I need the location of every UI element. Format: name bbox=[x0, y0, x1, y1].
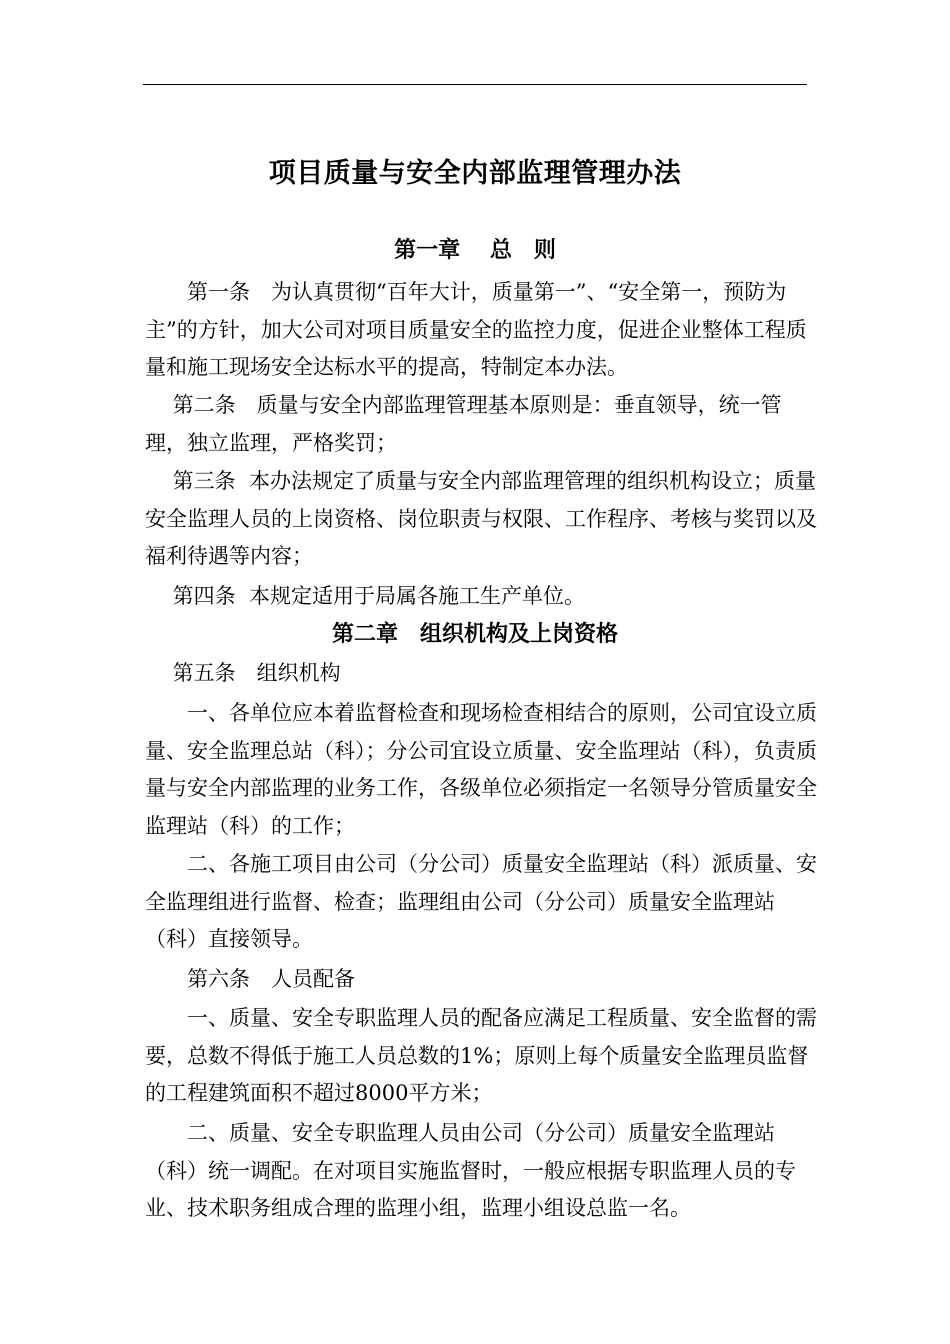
header-rule bbox=[143, 84, 807, 85]
article-5-item-1: 一、各单位应本着监督检查和现场检查相结合的原则，公司宜设立质量、安全监理总站（科）；分公司宜设立质量、安全监理站（科），负责质量与安全内部监理的业务工作，各级单位必须指定一名领导分管质量安全监理站（科）的工作； bbox=[145, 701, 817, 838]
article-3: 第三条 本办法规定了质量与安全内部监理管理的组织机构设立；质量安全监理人员的上岗资格、岗位职责与权限、工作程序、考核与奖罚以及福利待遇等内容； bbox=[145, 469, 817, 568]
article-1: 第一条 为认真贯彻“百年大计，质量第一”、“安全第一，预防为主”的方针，加大公司对项目质量安全的监控力度，促进企业整体工程质量和施工现场安全达标水平的提高，特制定本办法。 bbox=[145, 280, 807, 379]
article-6-item-2: 二、质量、安全专职监理人员由公司（分公司）质量安全监理站（科）统一调配。在对项目实施监督时，一般应根据专职监理人员的专业、技术职务组成合理的监理小组，监理小组设总监一名。 bbox=[145, 1121, 796, 1220]
article-6-item-1: 一、质量、安全专职监理人员的配备应满足工程质量、安全监督的需要，总数不得低于施工人员总数的1%；原则上每个质量安全监理员监督的工程建筑面积不超过8000平方米； bbox=[145, 1006, 817, 1105]
chapter-2-heading: 第二章 组织机构及上岗资格 bbox=[331, 622, 618, 647]
article-6-title: 第六条 人员配备 bbox=[145, 967, 355, 991]
document-title: 项目质量与安全内部监理管理办法 bbox=[268, 158, 682, 189]
article-2: 第二条 质量与安全内部监理管理基本原则是：垂直领导，统一管理，独立监理，严格奖罚； bbox=[145, 393, 782, 455]
article-5-item-2: 二、各施工项目由公司（分公司）质量安全监理站（科）派质量、安全监理组进行监督、检查；监理组由公司（分公司）质量安全监理站（科）直接领导。 bbox=[145, 852, 817, 951]
article-4: 第四条 本规定适用于局属各施工生产单位。 bbox=[145, 584, 586, 608]
chapter-1-heading: 第一章 总 则 bbox=[394, 238, 556, 263]
article-5-title: 第五条 组织机构 bbox=[145, 661, 341, 685]
